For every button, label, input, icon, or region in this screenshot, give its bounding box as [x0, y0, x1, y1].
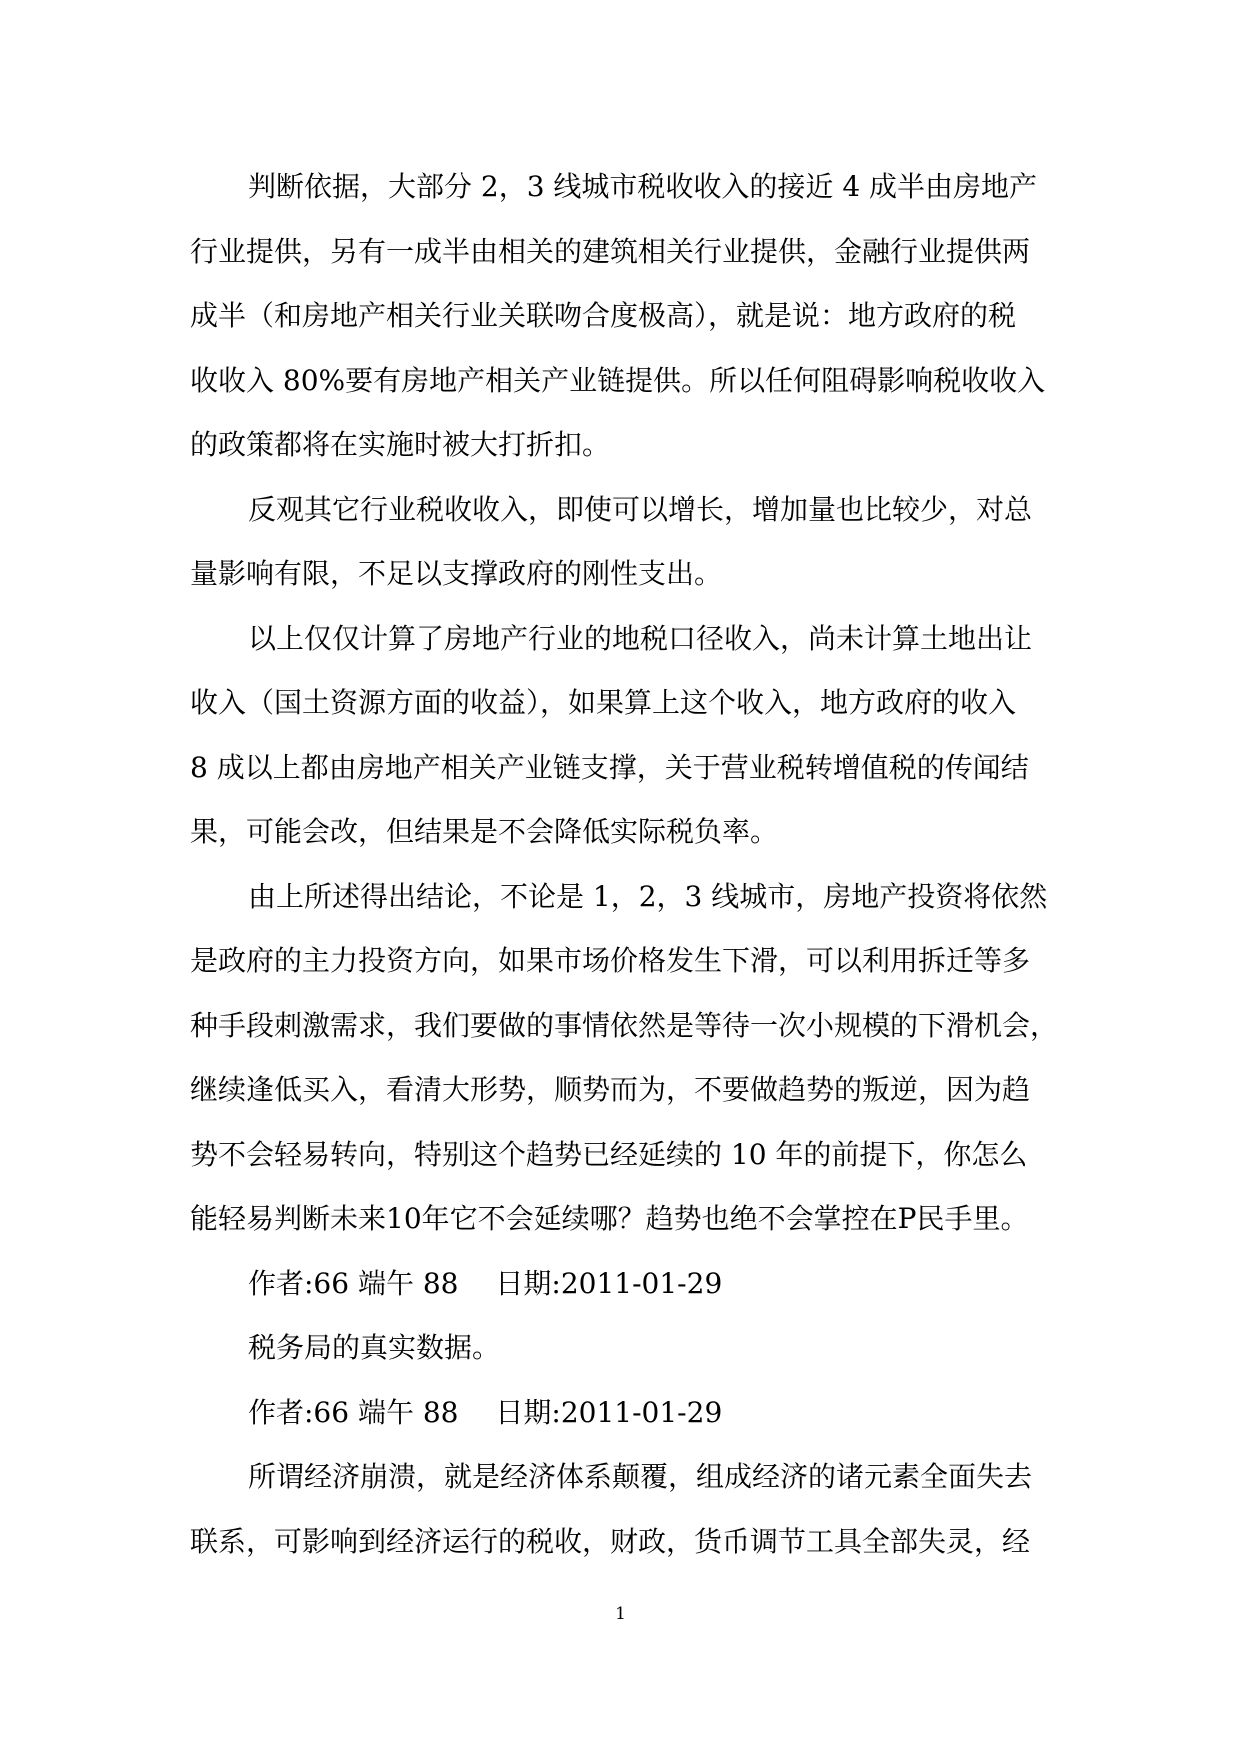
text-line: 以上仅仅计算了房地产行业的地税口径收入，尚未计算土地出让 [248, 621, 1033, 655]
text-line: 量影响有限，不足以支撑政府的刚性支出。 [190, 557, 723, 590]
text-line: 收收入 80%要有房地产相关产业链提供。所以任何阻碍影响税收收入 [190, 363, 1046, 397]
text-line: 所谓经济崩溃，就是经济体系颠覆，组成经济的诸元素全面失去 [248, 1460, 1033, 1493]
paragraph-tax-bureau-data [190, 1316, 1050, 1381]
text-line: 收入（国土资源方面的收益），如果算上这个收入，地方政府的收入 [190, 686, 1017, 719]
author-date-line [190, 1252, 1050, 1317]
paragraph-economic-collapse [190, 1445, 1050, 1574]
text-line: 联系，可影响到经济运行的税收，财政，货币调节工具全部失灵，经 [190, 1524, 1031, 1558]
paragraph-land-transfer-income [190, 607, 1050, 865]
text-line: 种手段刺激需求，我们要做的事情依然是等待一次小规模的下滑机会， [190, 1008, 1059, 1042]
text-line: 继续逢低买入，看清大形势，顺势而为，不要做趋势的叛逆，因为趋 [190, 1073, 1031, 1106]
text-line: 判断依据，大部分 2，3 线城市税收收入的接近 4 成半由房地产 [248, 170, 1038, 203]
text-line: 作者:66 端午 88 日期:2011-01-29 [248, 1395, 723, 1429]
text-line: 税务局的真实数据。 [248, 1331, 501, 1364]
document-body [190, 155, 1059, 1574]
text-line: 果，可能会改，但结果是不会降低实际税负率。 [190, 815, 779, 848]
text-line: 是政府的主力投资方向，如果市场价格发生下滑，可以利用拆迁等多 [190, 944, 1031, 977]
text-line: 行业提供，另有一成半由相关的建筑相关行业提供，金融行业提供两 [190, 234, 1031, 268]
page-number: 1 [615, 1604, 626, 1624]
text-line: 能轻易判断未来10年它不会延续哪？趋势也绝不会掌控在P民手里。 [190, 1202, 1029, 1235]
text-line: 成半（和房地产相关行业关联吻合度极高），就是说：地方政府的税 [190, 299, 1017, 332]
paragraph-conclusion [190, 865, 1059, 1252]
text-line: 8 成以上都由房地产相关产业链支撑，关于营业税转增值税的传闻结 [190, 750, 1029, 784]
text-line: 反观其它行业税收收入，即使可以增长，增加量也比较少，对总 [248, 492, 1033, 526]
paragraph-other-industries [190, 478, 1050, 607]
text-line: 势不会轻易转向，特别这个趋势已经延续的 10 年的前提下，你怎么 [190, 1137, 1028, 1171]
text-line: 的政策都将在实施时被大打折扣。 [190, 428, 611, 461]
paragraph-real-estate-tax-share [190, 155, 1050, 478]
text-line: 作者:66 端午 88 日期:2011-01-29 [248, 1266, 723, 1300]
author-date-line [190, 1381, 1050, 1446]
text-line: 由上所述得出结论，不论是 1，2，3 线城市，房地产投资将依然 [248, 879, 1048, 913]
